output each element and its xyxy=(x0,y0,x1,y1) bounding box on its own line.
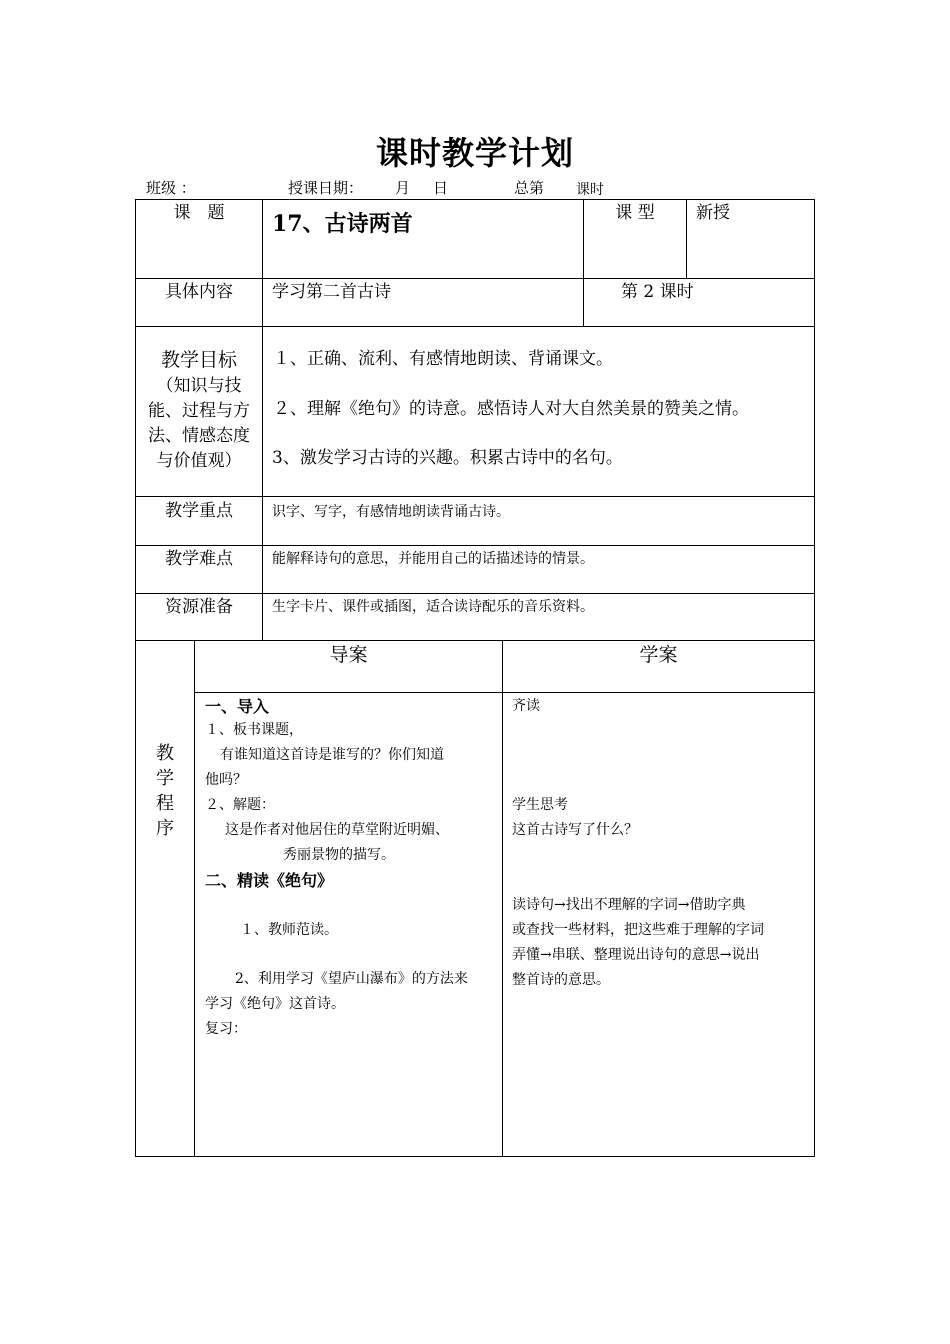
guide-s1-item-1: １、板书课题， xyxy=(205,722,303,738)
study-activity-4-line: 弄懂→串联、整理说出诗句的意思→说出 xyxy=(512,947,760,963)
key-points-value: 识字、写字，有感情地朗读背诵古诗。 xyxy=(272,504,510,520)
guide-s1-item-2-line-a: 这是作者对他居住的草堂附近明媚、 xyxy=(225,822,449,838)
topic-value: 17、古诗两首 xyxy=(272,211,413,237)
total-label: 总第 xyxy=(514,179,545,197)
resources-label: 资源准备 xyxy=(165,597,233,617)
guide-s2-item-3: 复习： xyxy=(205,1021,247,1037)
guide-s2-item-1: １、教师范读。 xyxy=(240,922,338,938)
procedure-label-char: 教 xyxy=(156,743,174,764)
procedure-label-char: 序 xyxy=(156,818,174,839)
goal-item-1: １、正确、流利、有感情地朗读、背诵课文。 xyxy=(273,349,613,369)
study-activity-2: 学生思考 xyxy=(512,797,568,813)
day-label: 日 xyxy=(433,179,449,197)
guide-s1-item-1-line-a: 有谁知道这首诗是谁写的？你们知道 xyxy=(220,747,444,763)
content-label: 具体内容 xyxy=(165,282,233,302)
goals-sublabel: （知识与技能、过程与方法、情感态度与价值观） xyxy=(148,376,250,471)
guide-s2-item-2-line-a: 2、利用学习《望庐山瀑布》的方法来 xyxy=(235,971,468,987)
procedure-label xyxy=(136,741,194,841)
topic-label: 课 题 xyxy=(173,203,225,223)
resources-value: 生字卡片、课件或插图，适合读诗配乐的音乐资料。 xyxy=(272,599,594,615)
goals-label: 教学目标 xyxy=(160,349,237,371)
study-activity-4-line: 或查找一些材料，把这些难于理解的字词 xyxy=(512,922,764,938)
difficulties-label: 教学难点 xyxy=(165,549,233,569)
guide-s2-item-2-line-b: 学习《绝句》这首诗。 xyxy=(205,996,345,1012)
content-value: 学习第二首古诗 xyxy=(272,282,391,302)
lesson-type-value: 新授 xyxy=(696,203,730,223)
goal-item-2: ２、理解《绝句》的诗意。感悟诗人对大自然美景的赞美之情。 xyxy=(273,399,749,419)
guide-section-1-title: 一、导入 xyxy=(205,697,270,716)
study-header: 学案 xyxy=(639,644,678,666)
study-activity-4-line: 整首诗的意思。 xyxy=(512,972,610,988)
key-points-label: 教学重点 xyxy=(165,501,233,521)
guide-s1-item-1-line-b: 他吗？ xyxy=(205,772,247,788)
guide-section-2-title: 二、精读《绝句》 xyxy=(205,871,334,890)
guide-s1-item-2: ２、解题： xyxy=(205,797,275,813)
procedure-label-char: 学 xyxy=(156,768,174,789)
study-activity-1: 齐读 xyxy=(512,698,540,714)
guide-header: 导案 xyxy=(329,644,368,666)
lesson-number: 第 2 课时 xyxy=(621,282,694,302)
month-label: 月 xyxy=(395,179,411,197)
procedure-label-char: 程 xyxy=(156,793,174,814)
page-title: 课时教学计划 xyxy=(375,134,574,172)
lesson-label: 课时 xyxy=(576,182,604,198)
difficulties-value: 能解释诗句的意思，并能用自己的话描述诗的情景。 xyxy=(272,551,594,567)
lesson-type-label: 课 型 xyxy=(615,203,655,223)
study-activity-4-line: 读诗句→找出不理解的字词→借助字典 xyxy=(512,897,746,913)
study-activity-3: 这首古诗写了什么？ xyxy=(512,822,638,838)
class-label: 班级 ： xyxy=(146,179,196,197)
date-label: 授课日期： xyxy=(288,179,364,197)
guide-s1-item-2-line-b: 秀丽景物的描写。 xyxy=(283,847,395,863)
goal-item-3: 3、激发学习古诗的兴趣。积累古诗中的名句。 xyxy=(272,448,623,468)
